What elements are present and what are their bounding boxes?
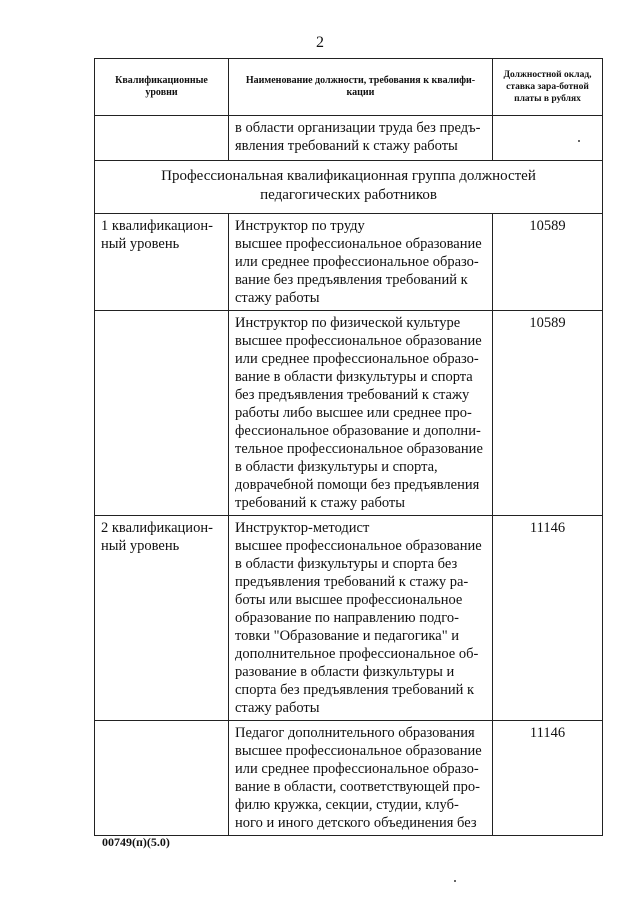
- group-row: [95, 161, 603, 214]
- position-cell: [229, 721, 493, 836]
- table-header-row: [95, 59, 603, 116]
- level-cell: [95, 721, 229, 836]
- position-title: Инструктор по труду: [235, 218, 365, 234]
- level-cell: [95, 516, 229, 721]
- position-title: Инструктор по физической культуре: [235, 315, 461, 331]
- table-row: [95, 311, 603, 516]
- table-row: [95, 116, 603, 161]
- level-text: 1 квалификацион- ный уровень: [101, 218, 213, 252]
- document-code: 00749(п)(5.0): [102, 835, 170, 849]
- level-cell: [95, 311, 229, 516]
- scan-speck: [454, 880, 456, 882]
- level-cell: [95, 214, 229, 311]
- continuation-cell: [229, 116, 493, 161]
- header-position-requirements: Наименование должности, требования к квалифи-кации: [229, 59, 493, 116]
- position-requirements: высшее профессиональное образование или среднее профессиональное образо- вание без предъявления требований к стажу работы: [235, 236, 482, 306]
- position-requirements: высшее профессиональное образование в области физкультуры и спорта без предъявления требований к стажу ра- боты или высшее профессиональное образование по направлению подго- товки "Образование и педагогика" и дополнительное профессиональное об- разование в области физкультуры и спорта без предъявления требований к стажу работы: [235, 538, 482, 716]
- salary-table: [94, 58, 603, 836]
- position-cell: [229, 311, 493, 516]
- table-row: [95, 214, 603, 311]
- table-row: [95, 721, 603, 836]
- position-requirements: высшее профессиональное образование или среднее профессиональное образо- вание в области, соответствующей про- филю кружка, секции, студии, клуб- ного и иного детского объединения без: [235, 743, 482, 831]
- salary-cell: 10589: [493, 311, 603, 516]
- salary-cell: 11146: [493, 721, 603, 836]
- empty-level-cell: [95, 116, 229, 161]
- salary-cell: 11146: [493, 516, 603, 721]
- page-number: 2: [316, 34, 324, 51]
- position-cell: [229, 516, 493, 721]
- position-cell: [229, 214, 493, 311]
- position-title: Педагог дополнительного образования: [235, 725, 475, 741]
- empty-salary-cell: [493, 116, 603, 161]
- salary-cell: 10589: [493, 214, 603, 311]
- header-salary: Должностной оклад, ставка зара-ботной платы в рублях: [493, 59, 603, 116]
- group-title: Профессиональная квалификационная группа должностей педагогических работников: [95, 161, 603, 214]
- header-qualification-levels: Квалификационные уровни: [95, 59, 229, 116]
- position-requirements: высшее профессиональное образование или среднее профессиональное образо- вание в области физкультуры и спорта без предъявления требований к стажу работы либо высшее или среднее про- фессиональное образование и дополни- тельное профессиональное образование в области физкультуры и спорта, доврачебной помощи без предъявления требований к стажу работы: [235, 333, 483, 511]
- continuation-text: в области организации труда без предъ- явления требований к стажу работы: [235, 120, 481, 154]
- position-title: Инструктор-методист: [235, 520, 370, 536]
- scan-speck: [578, 140, 580, 142]
- table-row: [95, 516, 603, 721]
- level-text: 2 квалификацион- ный уровень: [101, 520, 213, 554]
